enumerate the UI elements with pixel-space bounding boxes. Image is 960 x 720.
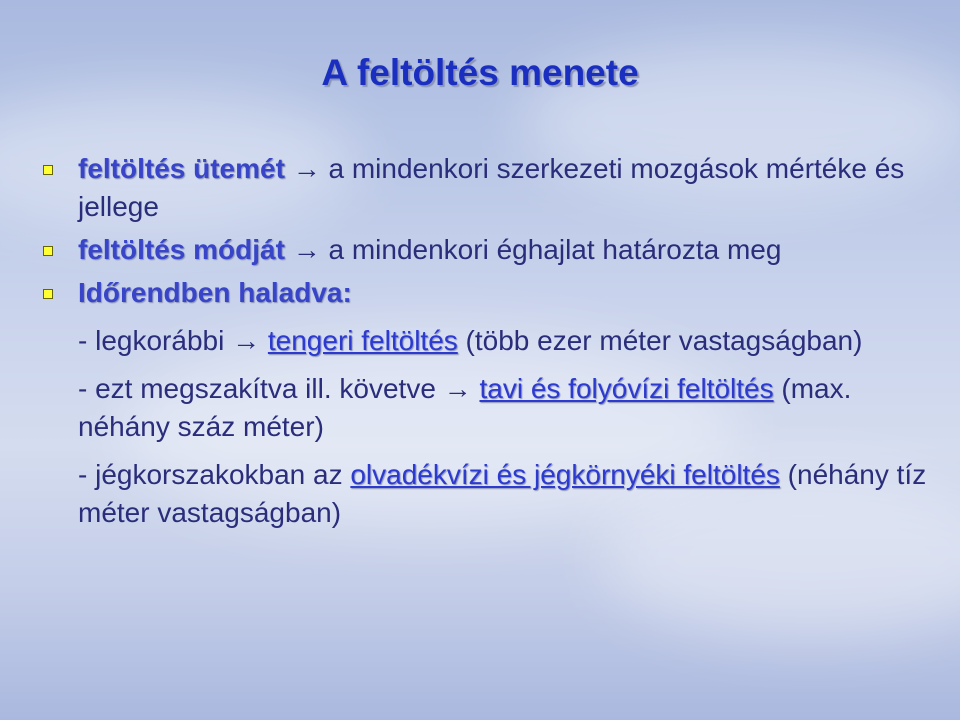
bullet-item [40,274,930,312]
slide-body [40,150,930,542]
sub-item [40,456,930,532]
sub-item [40,370,930,446]
bullet-keyword: feltöltés ütemét [78,153,285,184]
sub-item-highlight: olvadékvízi és jégkörnyéki feltöltés [350,459,780,490]
bullet-text: → a mindenkori szerkezeti mozgások mértéke és jellege [78,153,905,222]
square-bullet-icon [43,289,53,299]
sub-item-suffix: (több ezer méter vastagságban) [457,325,863,356]
sub-item-prefix: - jégkorszakokban az [78,459,351,490]
bullet-item [40,231,930,269]
square-bullet-icon [43,165,53,175]
sub-item-suffix: (max. néhány száz méter) [78,373,852,442]
square-bullet-icon [43,246,53,256]
sub-item-prefix: - ezt megszakítva ill. követve → [78,373,480,404]
sub-item-highlight: tavi és folyóvízi feltöltés [479,373,774,404]
sub-item-suffix: (néhány tíz méter vastagságban) [78,459,927,528]
bullet-keyword: feltöltés módját [78,234,285,265]
sub-item-prefix: - legkorábbi → [78,325,268,356]
bullet-text: → a mindenkori éghajlat határozta meg [284,234,782,265]
sub-item [40,322,930,360]
bullet-item [40,150,930,226]
slide-title: A feltöltés menete [321,52,639,93]
sub-item-highlight: tengeri feltöltés [267,325,458,356]
bullet-keyword: Időrendben haladva: [78,277,352,308]
